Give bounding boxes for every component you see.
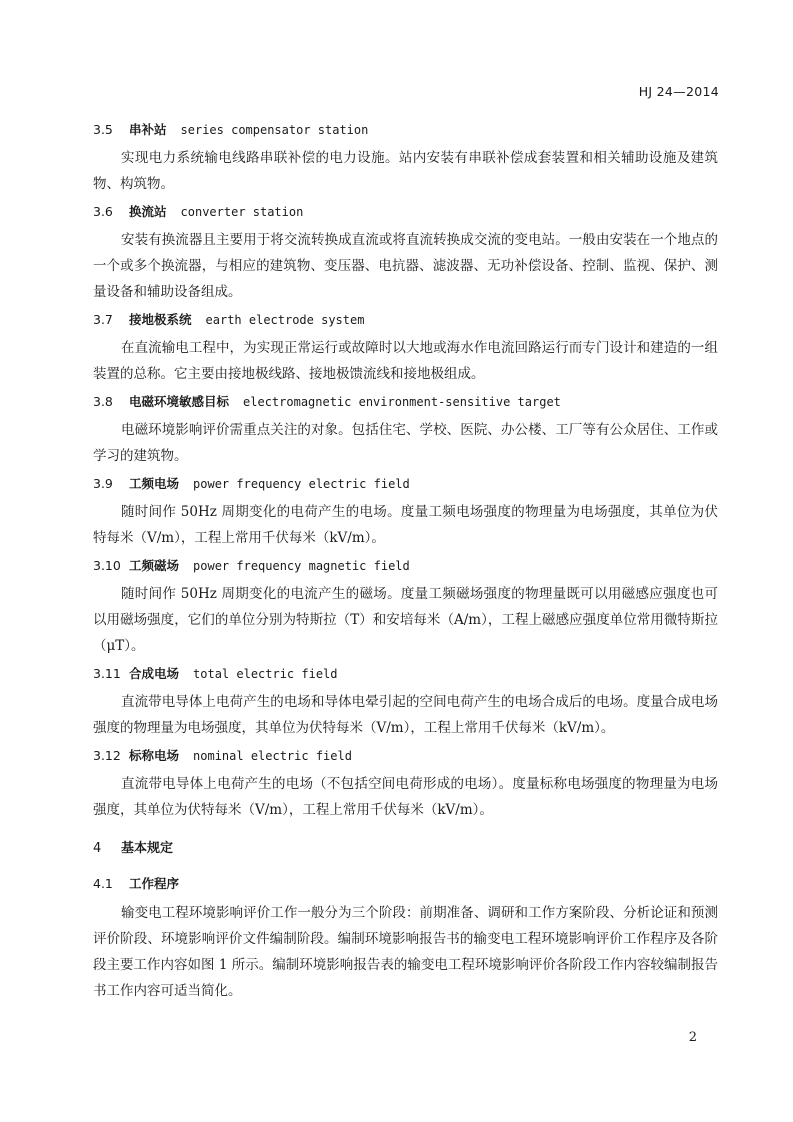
term-en: power frequency magnetic field: [193, 559, 410, 573]
term-number: 3.5: [93, 122, 113, 137]
term-definition: 直流带电导体上电荷产生的电场（不包括空间电荷形成的电场）。度量标称电场强度的物理量为电场强度，其单位为伏特每米（V/m），工程上常用千伏每米（kV/m）。: [93, 776, 718, 818]
term-heading: [93, 121, 718, 139]
term-number: 3.9: [93, 476, 113, 491]
term-heading: [93, 203, 718, 221]
term-heading: [93, 557, 718, 575]
term-definition: 电磁环境影响评价需重点关注的对象。包括住宅、学校、医院、办公楼、工厂等有公众居住、工作或学习的建筑物。: [93, 422, 718, 464]
term-zh: 接地极系统: [129, 312, 192, 327]
terms-list: [93, 121, 718, 823]
subsection-body: 输变电工程环境影响评价工作一般分为三个阶段：前期准备、调研和工作方案阶段、分析论证和预测评价阶段、环境影响评价文件编制阶段。编制环境影响报告书的输变电工程环境影响评价工作程序及各阶段主要工作内容如图 1 所示。编制环境影响报告表的输变电工程环境影响评价各阶段工作内容较编制报告书工作内容可适当简化。: [93, 905, 718, 999]
term-zh: 换流站: [129, 204, 167, 219]
term-en: series compensator station: [180, 123, 369, 137]
term-heading: [93, 475, 718, 493]
term-definition: 随时间作 50Hz 周期变化的电荷产生的电场。度量工频电场强度的物理量为电场强度，其单位为伏特每米（V/m），工程上常用千伏每米（kV/m）。: [93, 504, 718, 546]
term-number: 3.12: [93, 748, 121, 763]
term-number: 3.6: [93, 204, 113, 219]
term-zh: 串补站: [129, 122, 167, 137]
section-title: 基本规定: [121, 841, 174, 856]
term-zh: 合成电场: [129, 666, 180, 681]
term-zh: 电磁环境敏感目标: [129, 394, 230, 409]
section-number: 4: [93, 841, 102, 856]
term-entry: [93, 747, 718, 823]
term-heading: [93, 393, 718, 411]
section-heading: [93, 837, 718, 856]
subsection-heading: [93, 874, 718, 892]
term-number: 3.8: [93, 394, 113, 409]
term-entry: [93, 393, 718, 469]
subsection-number: 4.1: [93, 876, 113, 891]
term-entry: [93, 475, 718, 551]
term-definition: 随时间作 50Hz 周期变化的电流产生的磁场。度量工频磁场强度的物理量既可以用磁感应强度也可以用磁场强度，它们的单位分别为特斯拉（T）和安培每米（A/m），工程上磁感应强度单位常用微特斯拉（μT）。: [93, 586, 718, 654]
term-number: 3.7: [93, 312, 113, 327]
term-entry: [93, 665, 718, 741]
term-en: nominal electric field: [193, 749, 352, 763]
term-definition: 实现电力系统输电线路串联补偿的电力设施。站内安装有串联补偿成套装置和相关辅助设施及建筑物、构筑物。: [93, 150, 718, 192]
term-en: power frequency electric field: [193, 477, 410, 491]
subsection-title: 工作程序: [129, 876, 180, 891]
term-definition: 直流带电导体上电荷产生的电场和导体电晕引起的空间电荷产生的电场合成后的电场。度量合成电场强度的物理量为电场强度，其单位为伏特每米（V/m），工程上常用千伏每米（kV/m）。: [93, 694, 718, 736]
term-en: earth electrode system: [205, 313, 365, 327]
term-entry: [93, 203, 718, 305]
term-heading: [93, 747, 718, 765]
term-number: 3.10: [93, 558, 121, 573]
term-entry: [93, 557, 718, 659]
term-definition: 在直流输电工程中，为实现正常运行或故障时以大地或海水作电流回路运行而专门设计和建造的一组装置的总称。它主要由接地极线路、接地极馈流线和接地极组成。: [93, 340, 718, 382]
term-zh: 工频磁场: [129, 558, 180, 573]
term-heading: [93, 665, 718, 683]
term-en: total electric field: [193, 667, 338, 681]
term-entry: [93, 311, 718, 387]
page-number: 2: [688, 1030, 697, 1045]
term-en: converter station: [180, 205, 304, 219]
term-definition: 安装有换流器且主要用于将交流转换成直流或将直流转换成交流的变电站。一般由安装在一个地点的一个或多个换流器，与相应的建筑物、变压器、电抗器、滤波器、无功补偿设备、控制、监视、保护、测量设备和辅助设备组成。: [93, 232, 718, 300]
term-en: electromagnetic environment-sensitive target: [243, 395, 561, 409]
standard-code: HJ 24—2014: [638, 84, 719, 99]
document-body: [93, 121, 718, 1010]
term-heading: [93, 311, 718, 329]
term-number: 3.11: [93, 666, 121, 681]
term-entry: [93, 121, 718, 197]
term-zh: 标称电场: [129, 748, 180, 763]
term-zh: 工频电场: [129, 476, 180, 491]
